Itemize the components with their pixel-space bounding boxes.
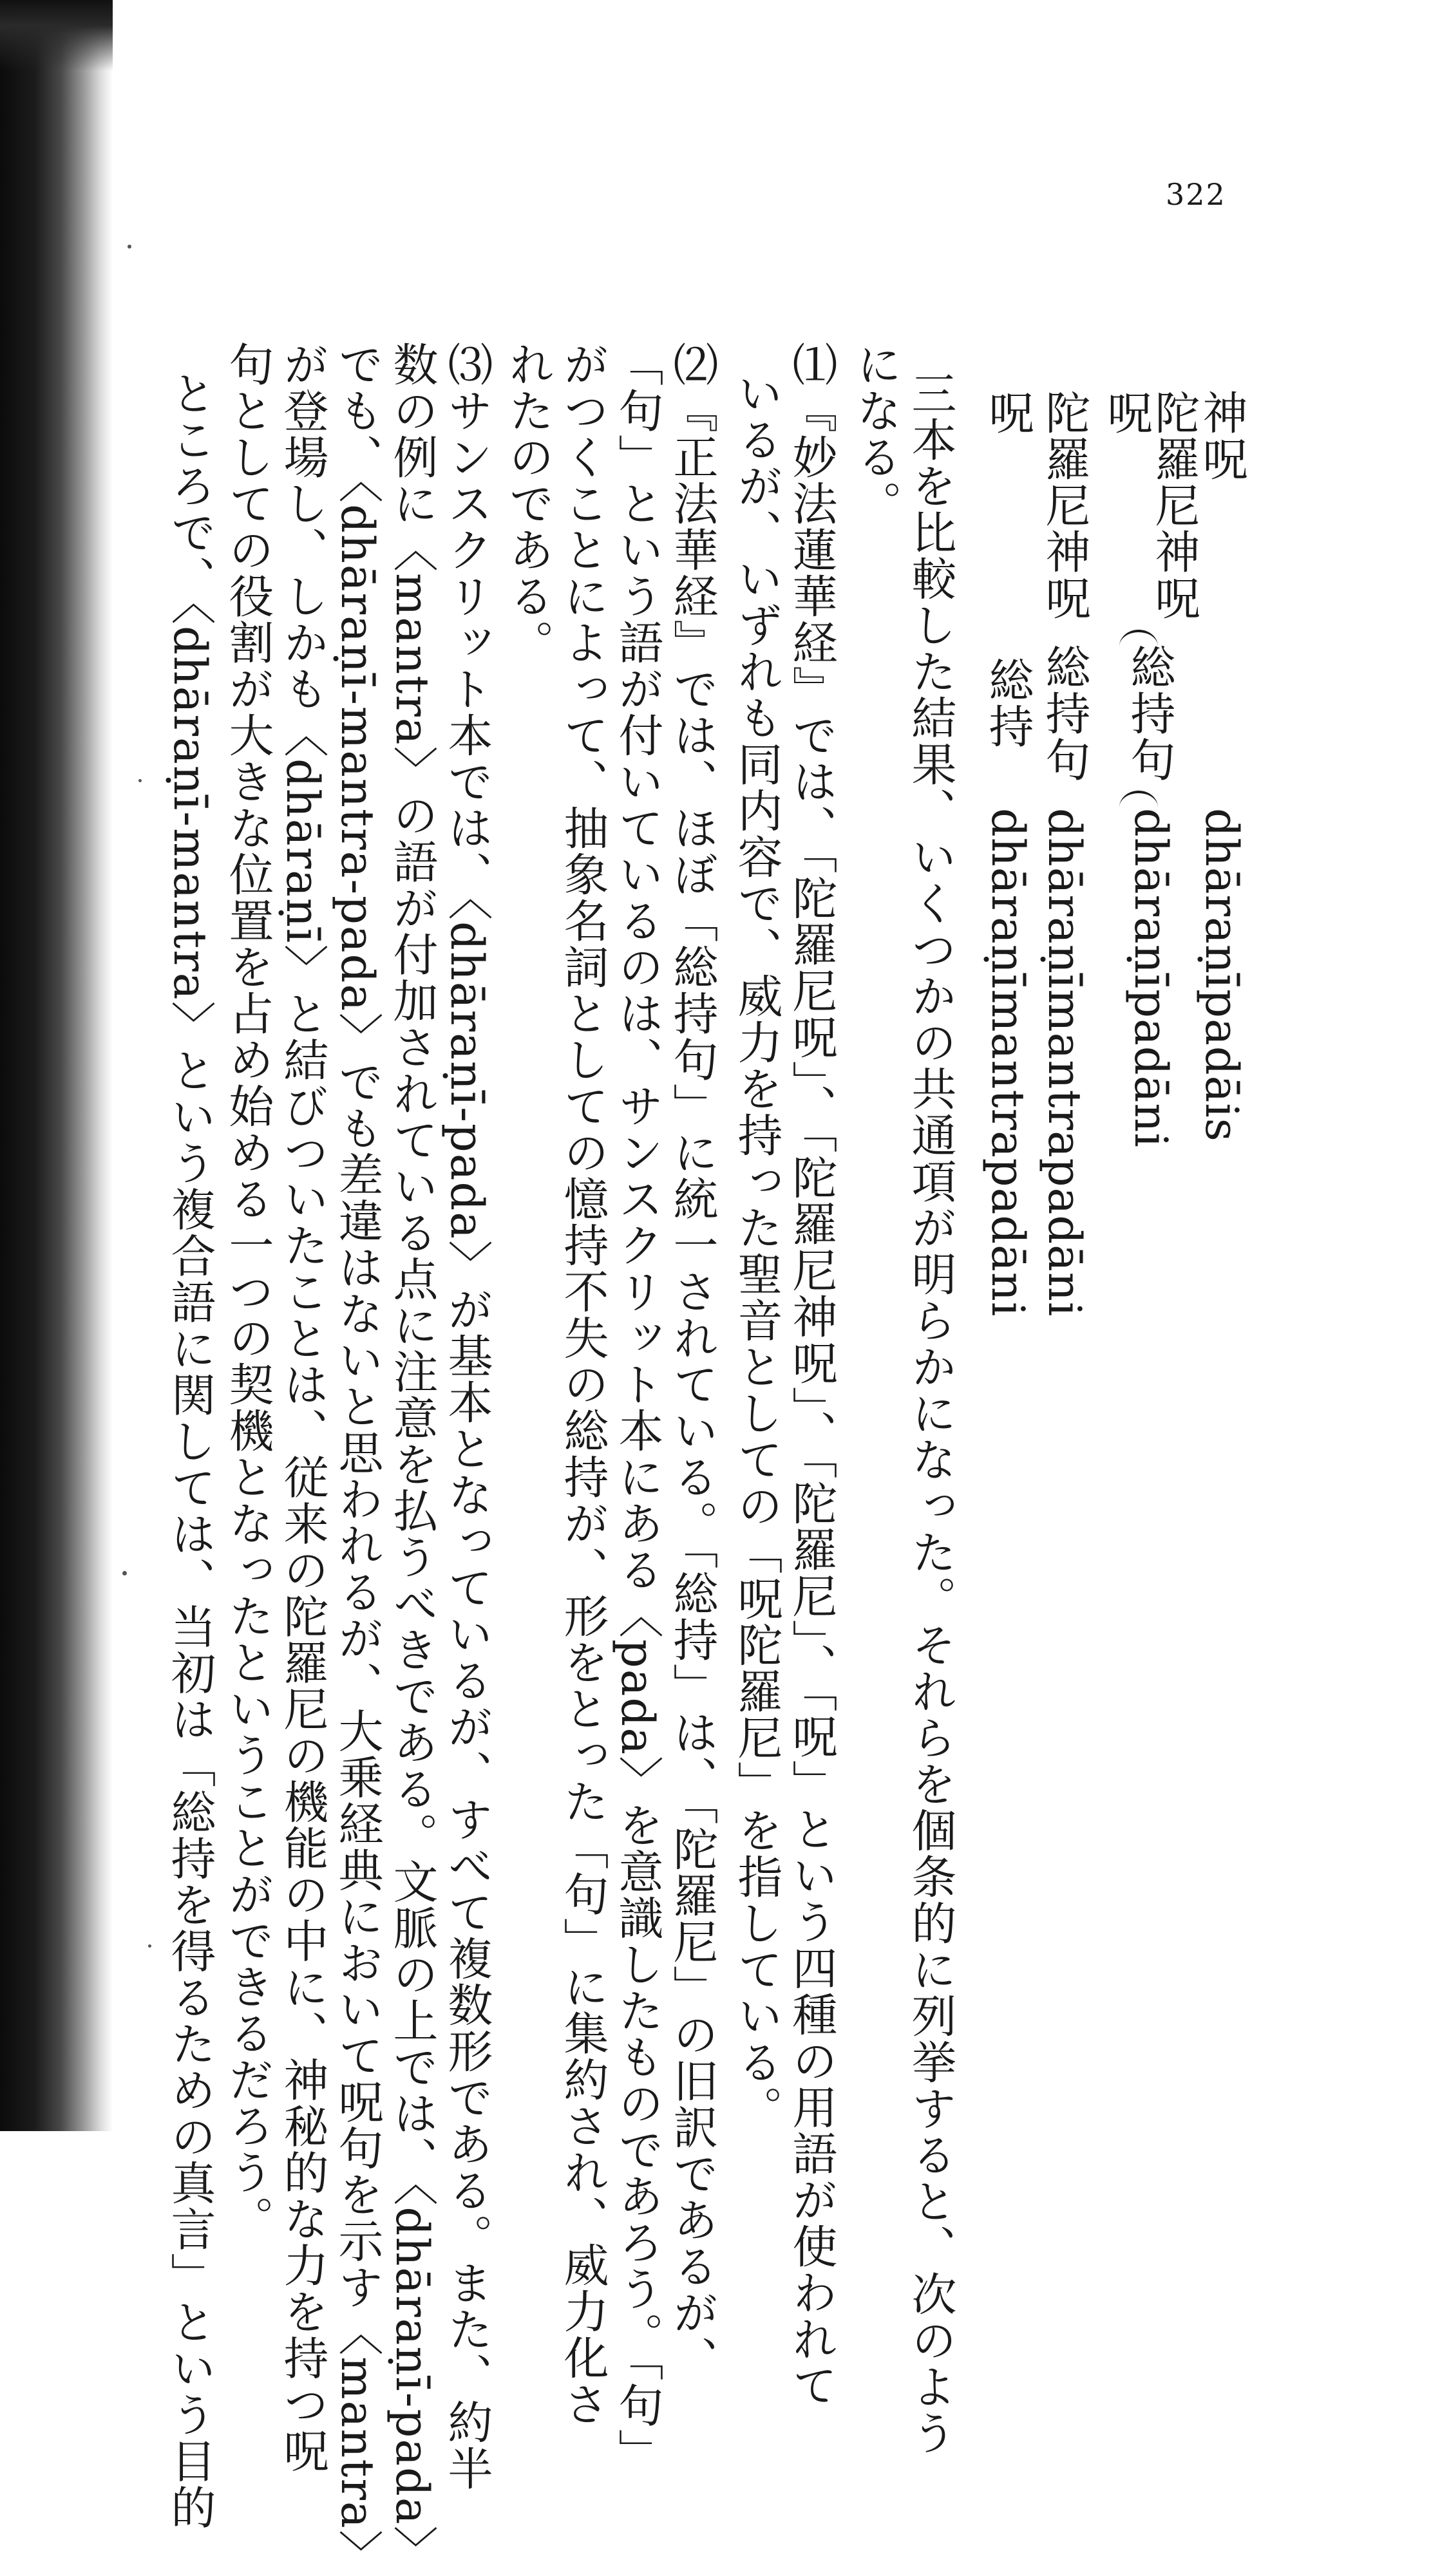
body-line-3: ⑴『妙法蓮華経』では、「陀羅尼呪」、「陀羅尼神呪」、「陀羅尼」、「呪」という四種の用語が使われて bbox=[785, 341, 838, 2409]
body-line-9: ⑶サンスクリット本では、〈dhāraṇī-pada〉が基本となっているが、すべて複数形である。また、約半 bbox=[441, 341, 493, 2492]
table-row-2-term: 陀羅尼神呪 bbox=[1148, 390, 1200, 621]
body-line-7: がつくことによって、抽象名詞としての憶持不失の総持が、形をとった「句」に集約され、威力化さ bbox=[556, 341, 609, 2427]
table-row-1-sanskrit: dhāraṇīpadāis bbox=[1195, 808, 1248, 1142]
page-number: 322 bbox=[1166, 177, 1226, 212]
body-line-2: になる。 bbox=[849, 341, 902, 527]
table-row-2-sanskrit: dhāraṇīpadāni bbox=[1124, 808, 1177, 1148]
body-line-12: が登場し、しかも〈dhāraṇī〉と結びついたことは、従来の陀羅尼の機能の中に、神秘的な力を持つ呪 bbox=[276, 341, 329, 2474]
table-row-4-sanskrit: dhāraṇīmantrapadāni bbox=[1038, 808, 1091, 1317]
book-spine-top-shadow bbox=[0, 0, 113, 71]
table-row-5-translation: 総持 bbox=[981, 657, 1034, 749]
table-row-4-translation: 総持句 bbox=[1038, 644, 1091, 783]
body-line-11: でも、〈dhāraṇī-mantra-pada〉でも差違はないと思われるが、大乗経典において呪句を示す〈mantra〉 bbox=[331, 341, 384, 2576]
body-line-10: 数の例に〈mantra〉の語が付加されている点に注意を払うべきである。文脈の上では、〈dhāraṇī-pada〉 bbox=[386, 341, 439, 2572]
table-row-3-term: 呪 bbox=[1100, 390, 1153, 436]
scan-speck bbox=[122, 1571, 127, 1575]
body-line-4: いるが、いずれも同内容で、威力を持った聖音としての「呪陀羅尼」を指している。 bbox=[730, 370, 783, 2132]
scan-speck bbox=[138, 779, 142, 782]
table-row-5-term: 呪 bbox=[981, 390, 1034, 436]
table-row-2-translation: 総持句 bbox=[1123, 644, 1176, 783]
table-row-1-term: 神呪 bbox=[1195, 390, 1248, 482]
brace-sanskrit-rows-2-3 bbox=[1119, 791, 1158, 807]
body-line-8: れたのである。 bbox=[502, 341, 554, 666]
body-line-1: 三本を比較した結果、いくつかの共通項が明らかになった。それらを個条的に列挙すると、次のよう bbox=[904, 370, 957, 2456]
body-line-14: ところで、〈dhāraṇī-mantra〉という複合語に関しては、当初は「総持を得るための真言」という目的 bbox=[164, 370, 216, 2531]
body-line-13: 句としての役割が大きな位置を占め始める一つの契機となったということができるだろう。 bbox=[222, 341, 274, 2242]
book-spine-shadow bbox=[0, 0, 113, 2131]
body-line-6: 「句」という語が付いているのは、サンスクリット本にある〈pada〉を意識したものであろう。「句」 bbox=[611, 341, 664, 2476]
scan-speck bbox=[128, 245, 131, 249]
table-row-5-sanskrit: dhāraṇīmantrapadāni bbox=[981, 808, 1034, 1317]
scan-speck bbox=[148, 1944, 151, 1948]
table-row-4-term: 陀羅尼神呪 bbox=[1038, 390, 1091, 621]
body-line-5: ⑵『正法華経』では、ほぼ「総持句」に統一されている。「総持」は、「陀羅尼」の旧訳であるが、 bbox=[666, 341, 719, 2382]
